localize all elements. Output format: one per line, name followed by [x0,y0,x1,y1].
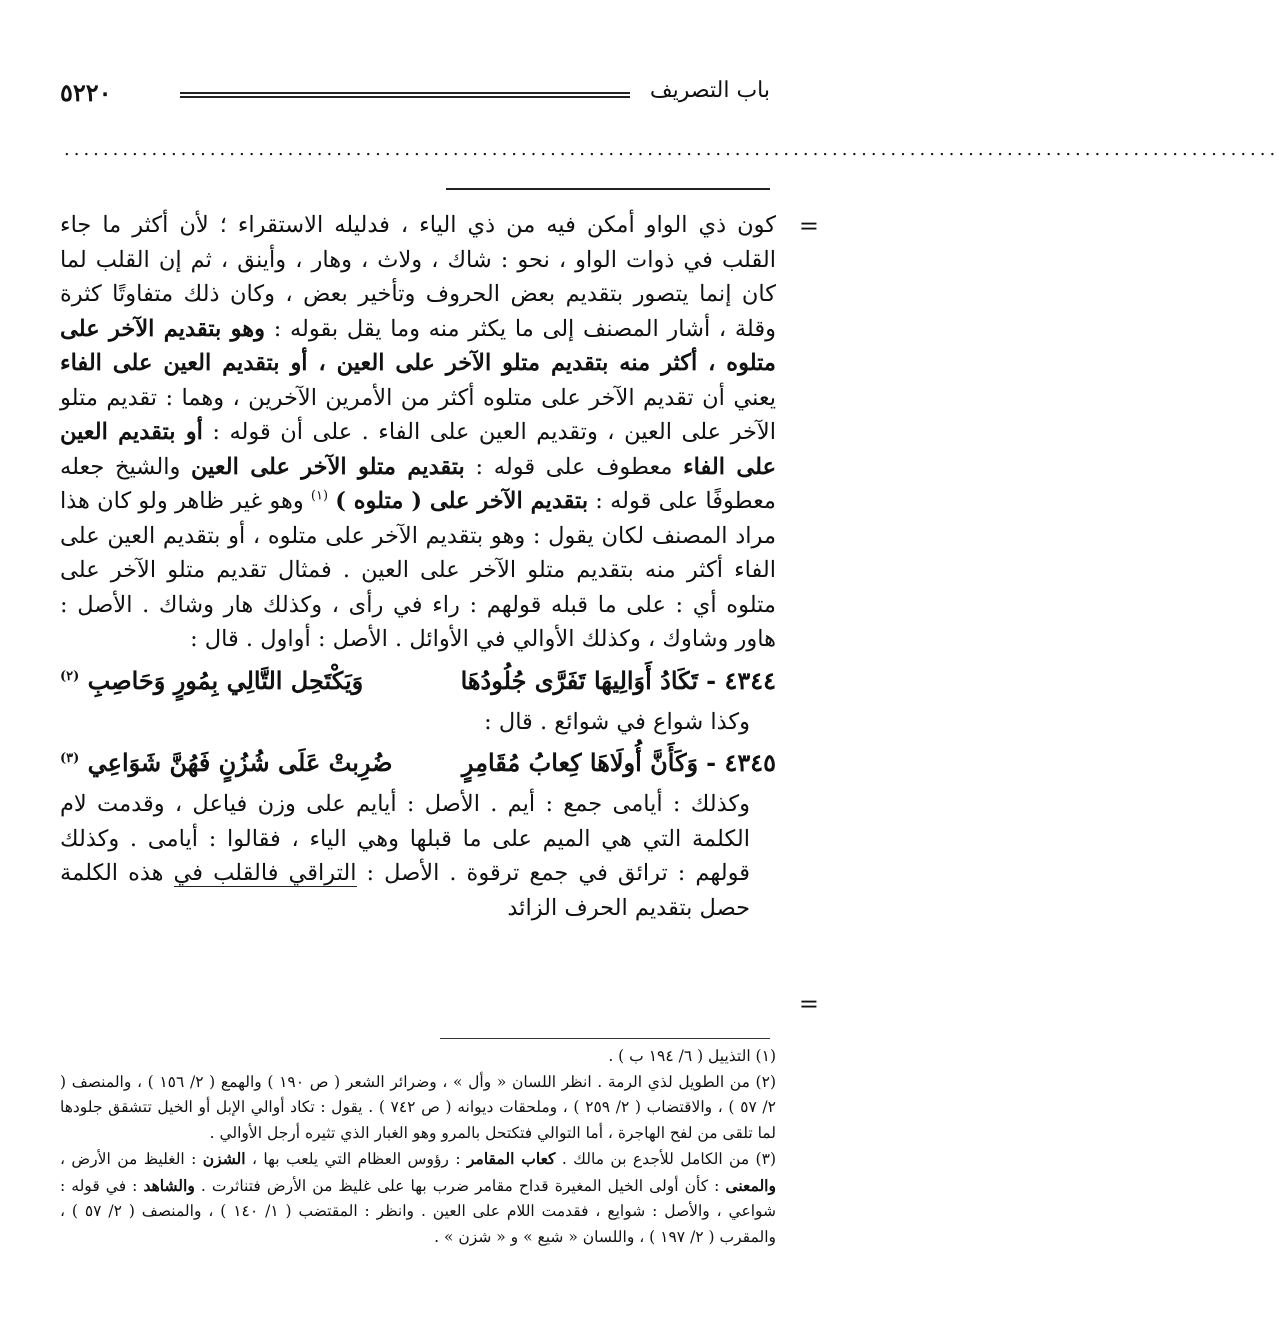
verse-number: ٤٣٤٥ - [706,748,776,777]
text-run: : الغليظ من الأرض ، [60,1150,203,1168]
text-run: (٣) من الكامل للأجدع بن مالك . [555,1150,776,1168]
main-text [60,208,776,925]
hemistich-text: وَيَكْتَحِل التَّالِي بِمُورٍ وَحَاصِبِ [87,665,364,695]
bold-term: والشاهد [143,1175,195,1195]
chapter-title: باب التصريف [649,78,770,103]
text-run: وكذلك : أيامى جمع : أيم . الأصل : أيايم على وزن فياعل ، وقدمت لام الكلمة التي هي الميم على ما قبلها وهي الياء ، فقالوا : أيامى . وكذلك قولهم : ترائق في جمع ترقوة . الأصل : [60,791,750,886]
text-run: : رؤوس العظام التي يلعب بها ، [245,1150,467,1168]
verse-first-hemistich [462,741,776,785]
footnote-ref-2[interactable]: (٢) [60,668,80,684]
bold-quote: بتقديم متلو الآخر على العين [191,453,465,480]
text-run: كون ذي الواو أمكن فيه من ذي الياء ، فدليله الاستقراء ؛ لأن أكثر ما جاء القلب في ذوات الواو ، نحو : شاك ، ولاث ، وهار ، وأينق ، ثم إن القلب لما كان إنما يتصور بتقديم بعض الحروف وتأخير بعض ، وكان ذلك متفاوتًا كثرة وقلة ، أشار المصنف إلى ما يكثر منه وما يقل بقوله : [60,212,777,342]
footnotes [60,1044,776,1250]
page-number: ٥٢٢٠ [60,78,112,107]
header-double-rule [180,92,630,98]
dotted-separator: ............................................................................................................................. [64,139,1279,160]
text-run: معطوف على قوله : [464,453,684,480]
hemistich-text: وَكَأَنَّ أُولَاهَا كِعابُ مُقَامِرٍ [461,748,699,777]
verse-first-hemistich [461,659,776,703]
bold-term: كعاب المقامر [466,1149,556,1168]
footnote-rule [440,1038,770,1039]
bold-term: والمعنى [725,1175,776,1195]
paragraph-2: وكذا شواع في شوائع . قال : [484,708,750,735]
continuation-mark-bottom: = [798,990,819,1018]
verse-4344 [60,659,776,703]
text-run: هذه الكلمة حصل بتقديم الحرف الزائد [60,860,750,921]
page-header [60,78,770,118]
paragraph-1 [60,208,776,657]
footnote-ref-3[interactable]: (٣) [60,751,80,766]
section-rule [446,188,770,190]
underlined-text: التراقي فالقلب في [173,860,357,886]
bold-quote: بتقديم الآخر على ( متلوه ) [335,488,589,514]
text-run: والشيخ جعله معطوفًا على قوله : [60,453,776,514]
footnote-2: (٢) من الطويل لذي الرمة . انظر اللسان « وأل » ، وضرائر الشعر ( ص ١٩٠ ) والهمع ( ٢/ ١٥٦ ) ، والمنصف ( ٢/ ٥٧ ) ، والاقتضاب ( ٢/ ٢٥٩ ) ، وملحقات ديوانه ( ص ٧٤٢ ) . يقول : تكاد أوالي الإبل أو الخيل تتشقق جلودها لما تلقى من لفح الهاجرة ، أما التوالي فتكتحل بالمرو وهو الغبار الذي تثيره أرجل الأوالي . [60,1072,776,1142]
bold-quote: أو بتقديم العين على الفاء [60,419,777,480]
verse-second-hemistich [60,659,363,703]
text-run: : في قوله : شواعي ، والأصل : شوايع ، فقدمت اللام على العين . وانظر : المقتضب ( ١/ ١٤٠ ) ، والمنصف ( ٢/ ٥٧ ) ، والمقرب ( ٢/ ١٩٧ ) ، واللسان « شيع » و « شزن » . [60,1176,777,1246]
hemistich-text: تَكَادُ أَوَالِيهَا تَفَرَّى جُلُودُهَا [460,665,699,695]
text-run: : كأن أولى الخيل المغيرة قداح مقامر ضرب بها على غليظ من الأرض فتناثرت . [200,1176,726,1195]
footnote-1: (١) التذييل ( ٦/ ١٩٤ ب ) . [608,1047,776,1065]
verse-4345 [60,741,776,785]
hemistich-text: ضُرِبتْ عَلَى شُزُنٍ فَهُنَّ شَوَاعِي [87,748,393,777]
verse-second-hemistich [60,741,393,785]
paragraph-3 [60,787,776,925]
footnote-ref-1[interactable]: (١) [310,488,329,504]
footnote-3 [60,1146,776,1250]
continuation-mark-top: = [798,212,819,240]
text-run: يعني أن تقديم الآخر على متلوه أكثر من الأمرين الآخرين ، وهما : تقديم متلو الآخر على العين ، وتقديم العين على الفاء . على أن قوله : [60,384,776,445]
bold-term: الشزن [202,1149,246,1168]
text-run: وهو غير ظاهر ولو كان هذا مراد المصنف لكان يقول : وهو بتقديم الآخر على متلوه ، أو بتقديم العين على الفاء أكثر منه بتقديم متلو الآخر على العين . فمثال تقديم متلو الآخر على متلوه أي : على ما قبله قولهم : راء في رأى ، وكذلك هار وشاك . الأصل : هاور وشاوك ، وكذلك الأوالي في الأوائل . الأصل : أواول . قال : [60,488,776,652]
bold-quote: وهو بتقديم الآخر على متلوه ، أكثر منه بتقديم متلو الآخر على العين ، أو بتقديم العين على الفاء [60,315,776,376]
verse-number: ٤٣٤٤ - [706,665,776,695]
